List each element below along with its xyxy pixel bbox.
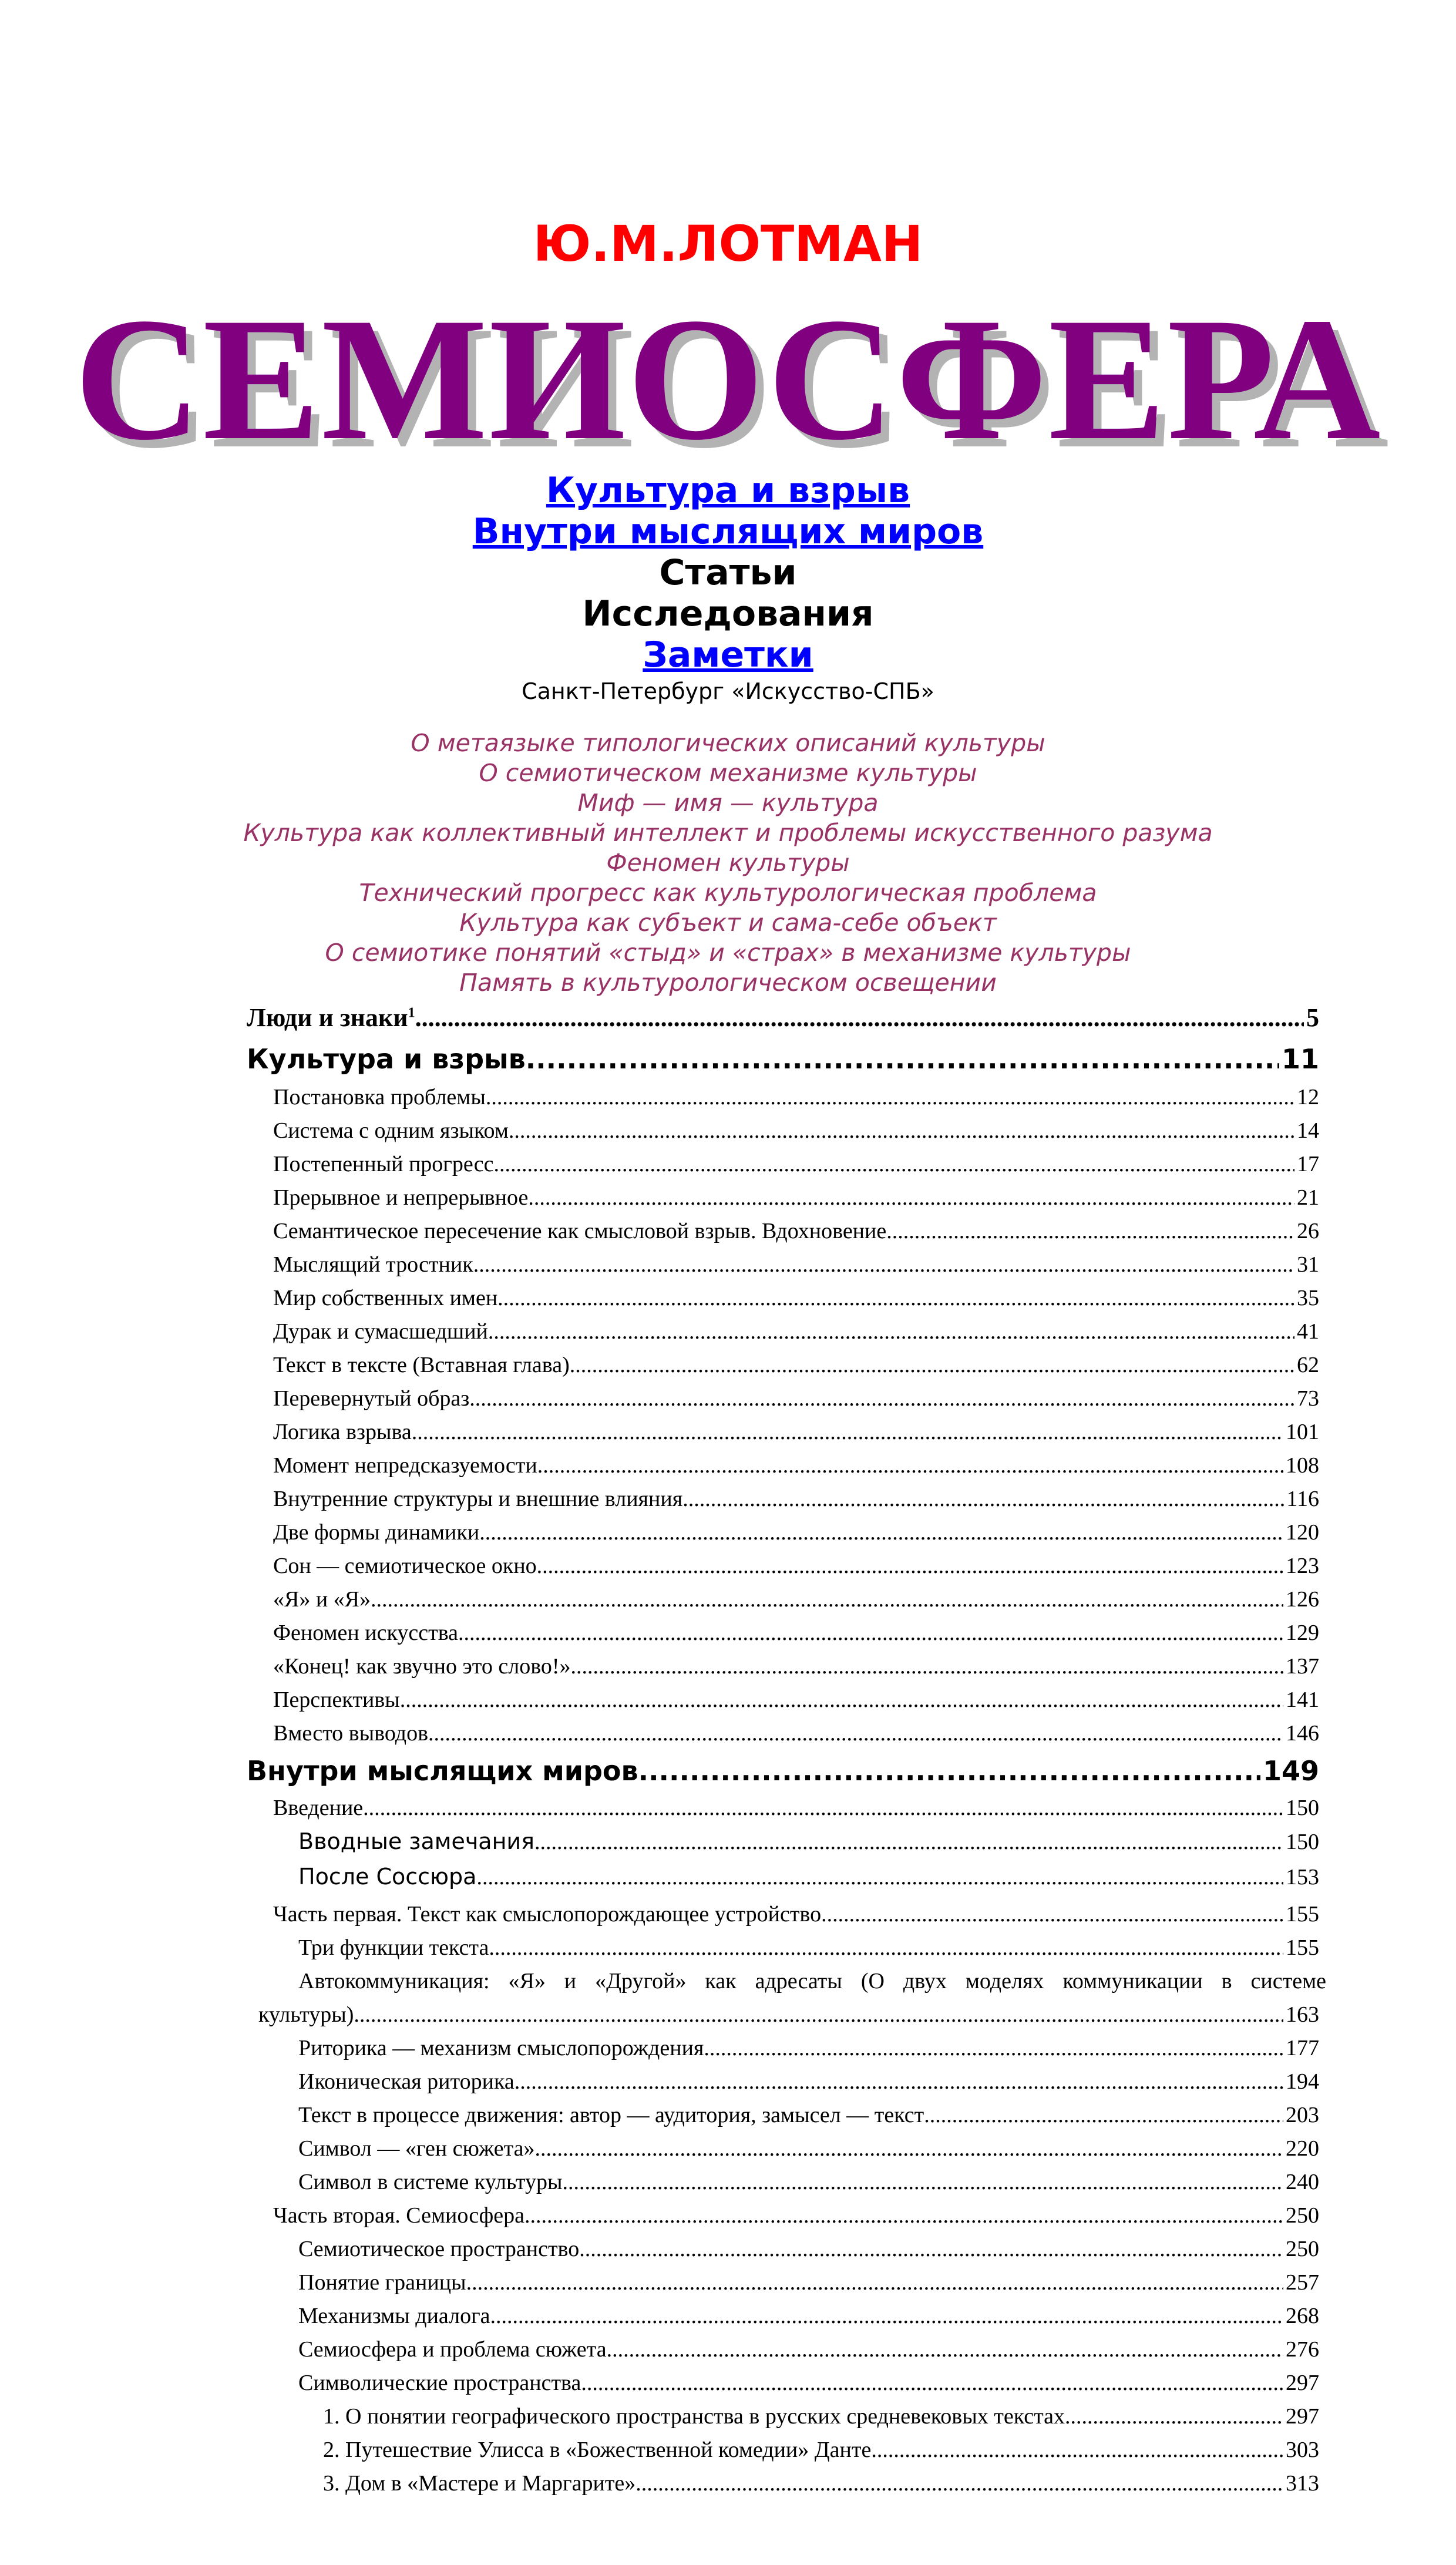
toc-leader-dots [473, 1252, 1294, 1278]
toc-page-number: 41 [1297, 1319, 1319, 1344]
toc-leader-dots [489, 1935, 1283, 1961]
heading-articles: Статьи [659, 552, 797, 593]
toc-leader-dots [635, 2470, 1283, 2496]
toc-leader-dots [571, 1653, 1283, 1679]
toc-entry-title: Семантическое пересечение как смысловой взрыв. Вдохновение [273, 1219, 887, 1243]
footnote-marker: 1 [408, 1005, 415, 1021]
toc-page-number: 303 [1286, 2438, 1319, 2462]
toc-entry[interactable] [273, 1519, 1319, 1545]
toc-leader-dots [528, 1185, 1294, 1211]
toc-page-number: 257 [1286, 2270, 1319, 2295]
toc-page-number: 126 [1286, 1587, 1319, 1612]
toc-entry-three-functions[interactable] [298, 1935, 1319, 1961]
toc-entry-title: Семиотическое пространство [298, 2237, 580, 2261]
toc-leader-dots [534, 1829, 1283, 1855]
toc-entry[interactable] [273, 1118, 1319, 1144]
toc-page-number: 203 [1286, 2103, 1319, 2127]
toc-leader-dots [526, 1043, 1279, 1075]
article-item: О семиотическом механизме культуры [479, 759, 977, 787]
toc-page-number: 150 [1286, 1830, 1319, 1854]
toc-entry-title: Момент непредсказуемости [273, 1453, 537, 1478]
toc-entry-title: Логика взрыва [273, 1420, 412, 1444]
toc-leader-dots [682, 1486, 1284, 1512]
toc-entry[interactable] [273, 1486, 1319, 1512]
toc-entry[interactable] [298, 2337, 1319, 2362]
toc-page-number: 163 [1286, 2002, 1319, 2027]
toc-leader-dots [400, 1687, 1283, 1713]
toc-page-number: 116 [1286, 1487, 1319, 1511]
toc-page-number: 313 [1286, 2471, 1319, 2496]
toc-page-number: 276 [1286, 2337, 1319, 2362]
toc-leader-dots [371, 1586, 1283, 1612]
toc-page-number: 137 [1286, 1654, 1319, 1679]
toc-page-number: 17 [1297, 1152, 1319, 1176]
toc-entry[interactable] [298, 2102, 1319, 2128]
toc-entry-title: 3. Дом в «Мастере и Маргарите» [323, 2471, 636, 2496]
toc-entry[interactable] [273, 1084, 1319, 1110]
toc-entry-inside-thinking-worlds[interactable] [247, 1755, 1319, 1787]
toc-leader-dots [497, 1285, 1294, 1311]
toc-leader-dots [886, 1218, 1294, 1244]
toc-page-number: 149 [1262, 1755, 1319, 1787]
toc-page-number: 155 [1286, 1902, 1319, 1927]
toc-entry-title: Символ в системе культуры [298, 2170, 563, 2194]
toc-leader-dots [535, 2136, 1283, 2161]
toc-page-number: 129 [1286, 1621, 1319, 1645]
toc-leader-dots [469, 1386, 1294, 1411]
toc-entry-title: «Конец! как звучно это слово!» [273, 1654, 571, 1679]
toc-page-number: 14 [1297, 1118, 1319, 1143]
toc-page-number: 153 [1286, 1865, 1319, 1890]
heading-research: Исследования [582, 593, 874, 634]
toc-leader-dots [479, 1519, 1283, 1545]
toc-entry[interactable] [273, 1620, 1319, 1646]
toc-entry-title: Три функции текста [298, 1935, 489, 1960]
toc-entry[interactable] [273, 1151, 1319, 1177]
toc-page-number: 11 [1281, 1043, 1319, 1075]
toc-leader-dots [476, 1864, 1283, 1890]
toc-entry-title: Иконическая риторика [298, 2069, 515, 2094]
toc-leader-dots [570, 1352, 1294, 1378]
toc-entry-after-saussure[interactable] [298, 1864, 1319, 1890]
toc-leader-dots [871, 2437, 1283, 2463]
toc-entry-autocommunication-line1[interactable]: Автокоммуникация: «Я» и «Другой» как адресаты (О двух моделях коммуникации в системе [298, 1969, 1326, 1993]
toc-page-number: 297 [1286, 2371, 1319, 2395]
toc-entry-title: Постановка проблемы [273, 1085, 486, 1110]
toc-page-number: 141 [1286, 1687, 1319, 1712]
toc-leader-dots [1065, 2403, 1283, 2429]
toc-entry[interactable] [323, 2437, 1319, 2463]
article-item: Память в культурологическом освещении [459, 969, 997, 997]
article-item: Культура как коллективный интеллект и проблемы искусственного разума [243, 819, 1213, 847]
toc-entry[interactable] [273, 1218, 1319, 1244]
toc-entry[interactable] [298, 2035, 1319, 2061]
toc-page-number: 194 [1286, 2069, 1319, 2094]
toc-leader-dots [581, 2370, 1283, 2396]
toc-page-number: 31 [1297, 1252, 1319, 1277]
toc-page-number: 21 [1297, 1185, 1319, 1210]
toc-entry-title: Прерывное и непрерывное [273, 1185, 529, 1210]
toc-leader-dots [363, 1795, 1283, 1821]
toc-entry-title: Мыслящий тростник [273, 1252, 473, 1277]
author-name: Ю.М.ЛОТМАН [533, 215, 923, 273]
toc-leader-dots [490, 2303, 1283, 2329]
toc-entry-title: 2. Путешествие Улисса в «Божественной комедии» Данте [323, 2438, 872, 2462]
toc-page-number: 220 [1286, 2136, 1319, 2161]
toc-entry[interactable] [273, 1419, 1319, 1445]
toc-page-number: 150 [1286, 1796, 1319, 1820]
toc-leader-dots [415, 1003, 1304, 1033]
toc-entry-title: Семиосфера и проблема сюжета [298, 2337, 607, 2362]
toc-entry-autocommunication-line2[interactable] [258, 2002, 1319, 2028]
toc-entry[interactable] [323, 2403, 1319, 2429]
toc-entry-title: 1. О понятии географического пространства в русских средневековых текстах [323, 2404, 1065, 2429]
toc-page-number: 35 [1297, 1286, 1319, 1310]
toc-entry-title: Механизмы диалога [298, 2304, 490, 2328]
toc-entry-title: Постепенный прогресс [273, 1152, 494, 1176]
toc-entry-title: Люди и знаки [247, 1003, 408, 1032]
toc-page-number: 108 [1286, 1453, 1319, 1478]
toc-entry[interactable] [273, 1352, 1319, 1378]
toc-entry-title: Система с одним языком [273, 1118, 509, 1143]
toc-entry-title: Сон — семиотическое окно [273, 1554, 537, 1578]
toc-leader-dots [486, 1084, 1294, 1110]
toc-entry[interactable] [298, 2303, 1319, 2329]
toc-entry[interactable] [273, 1453, 1319, 1478]
toc-entry-title: Символ — «ген сюжета» [298, 2136, 535, 2161]
toc-leader-dots [924, 2102, 1283, 2128]
toc-page-number: 250 [1286, 2203, 1319, 2228]
toc-entry[interactable] [273, 1252, 1319, 1278]
toc-entry-culture-and-explosion[interactable] [247, 1043, 1319, 1075]
toc-page-number: 123 [1286, 1554, 1319, 1578]
toc-entry-title: Текст в тексте (Вставная глава) [273, 1353, 570, 1377]
toc-entry[interactable] [298, 2270, 1319, 2295]
toc-entry[interactable] [273, 1319, 1319, 1344]
toc-entry[interactable] [273, 1720, 1319, 1746]
toc-page-number: 155 [1286, 1935, 1319, 1960]
book-title: СЕМИОСФЕРА [74, 281, 1382, 476]
toc-entry-title: Мир собственных имен [273, 1286, 498, 1310]
toc-page-number: 26 [1297, 1219, 1319, 1243]
toc-entry[interactable] [298, 2136, 1319, 2161]
toc-leader-dots [509, 1118, 1294, 1144]
toc-leader-dots [428, 1720, 1283, 1746]
link-notes[interactable]: Заметки [643, 634, 813, 675]
toc-leader-dots [493, 1151, 1294, 1177]
toc-page-number: 250 [1286, 2237, 1319, 2261]
toc-entry[interactable] [273, 1553, 1319, 1579]
toc-entry-title: Понятие границы [298, 2270, 466, 2295]
article-item: О метаязыке типологических описаний культуры [411, 729, 1045, 757]
toc-page-number: 5 [1306, 1003, 1319, 1032]
link-inside-thinking-worlds[interactable]: Внутри мыслящих миров [472, 511, 984, 552]
toc-entry-title: Текст в процессе движения: автор — аудитория, замысел — текст [298, 2103, 924, 2127]
toc-entry-title: Феномен искусства [273, 1621, 459, 1645]
toc-page-number: 101 [1286, 1420, 1319, 1444]
toc-entry[interactable] [273, 1586, 1319, 1612]
toc-page-number: 268 [1286, 2304, 1319, 2328]
publisher-line: Санкт-Петербург «Искусство-СПБ» [522, 678, 934, 704]
toc-entry-title: Часть первая. Текст как смыслопорождающее устройство [273, 1902, 822, 1927]
toc-leader-dots [466, 2270, 1283, 2295]
toc-page-number: 120 [1286, 1520, 1319, 1545]
toc-entry-title: Две формы динамики [273, 1520, 480, 1545]
toc-entry-title: Дурак и сумасшедший [273, 1319, 488, 1344]
toc-entry-people-and-signs[interactable] [247, 1003, 1319, 1033]
toc-entry-title: Внутренние структуры и внешние влияния [273, 1487, 683, 1511]
link-culture-and-explosion[interactable]: Культура и взрыв [546, 470, 910, 511]
toc-entry-introduction[interactable] [273, 1795, 1319, 1821]
section-headings [0, 470, 1456, 707]
toc-entry[interactable] [273, 1185, 1319, 1211]
toc-entry-title: Вводные замечания [298, 1828, 534, 1854]
toc-entry[interactable] [273, 1653, 1319, 1679]
toc-leader-dots [412, 1419, 1283, 1445]
toc-entry-title: Символические пространства [298, 2371, 581, 2395]
toc-entry[interactable] [273, 1285, 1319, 1311]
article-item: Миф — имя — культура [577, 789, 879, 817]
toc-entry-title: После Соссюра [298, 1864, 477, 1890]
toc-entry-title: культуры) [258, 2002, 354, 2027]
toc-entry-title: Перспективы [273, 1687, 400, 1712]
toc-entry-title: Вместо выводов [273, 1721, 429, 1746]
toc-leader-dots [638, 1755, 1260, 1787]
toc-entry[interactable] [298, 2069, 1319, 2095]
toc-leader-dots [821, 1901, 1283, 1927]
toc-leader-dots [537, 1553, 1283, 1579]
toc-entry-title: Культура и взрыв [247, 1043, 526, 1075]
toc-leader-dots [515, 2069, 1283, 2095]
toc-entry-title: «Я» и «Я» [273, 1587, 371, 1612]
toc-leader-dots [354, 2002, 1283, 2028]
toc-entry-intro-remarks[interactable] [298, 1828, 1319, 1855]
toc-entry[interactable] [298, 2236, 1319, 2262]
toc-entry[interactable] [273, 1386, 1319, 1411]
toc-page-number: 12 [1297, 1085, 1319, 1110]
article-list [0, 728, 1456, 998]
toc-leader-dots [563, 2169, 1283, 2195]
toc-leader-dots [704, 2035, 1283, 2061]
toc-entry[interactable] [323, 2470, 1319, 2496]
toc-page-number: 240 [1286, 2170, 1319, 2194]
toc-entry[interactable] [298, 2370, 1319, 2396]
article-item: Технический прогресс как культурологическая проблема [359, 879, 1097, 907]
toc-leader-dots [607, 2337, 1283, 2362]
article-item: Культура как субъект и сама-себе объект [459, 909, 997, 937]
toc-entry[interactable] [273, 1687, 1319, 1713]
toc-leader-dots [579, 2236, 1283, 2262]
toc-page-number: 62 [1297, 1353, 1319, 1377]
toc-page-number: 297 [1286, 2404, 1319, 2429]
toc-entry-title: Введение [273, 1796, 364, 1820]
toc-entry-part-two[interactable] [273, 2203, 1319, 2228]
toc-leader-dots [458, 1620, 1283, 1646]
toc-leader-dots [537, 1453, 1283, 1478]
toc-page-number: 146 [1286, 1721, 1319, 1746]
toc-page-number: 177 [1286, 2036, 1319, 2060]
toc-entry-title: Внутри мыслящих миров [247, 1755, 638, 1787]
toc-entry-part-one[interactable] [273, 1901, 1319, 1927]
toc-leader-dots [488, 1319, 1294, 1344]
toc-leader-dots [524, 2203, 1283, 2228]
article-item: Феномен культуры [606, 849, 850, 877]
toc-entry[interactable] [298, 2169, 1319, 2195]
toc-entry-title: Перевернутый образ [273, 1386, 470, 1411]
toc-entry-title: Риторика — механизм смыслопорождения [298, 2036, 704, 2060]
article-item: О семиотике понятий «стыд» и «страх» в механизме культуры [325, 939, 1131, 967]
toc-entry-title: Часть вторая. Семиосфера [273, 2203, 525, 2228]
toc-page-number: 73 [1297, 1386, 1319, 1411]
